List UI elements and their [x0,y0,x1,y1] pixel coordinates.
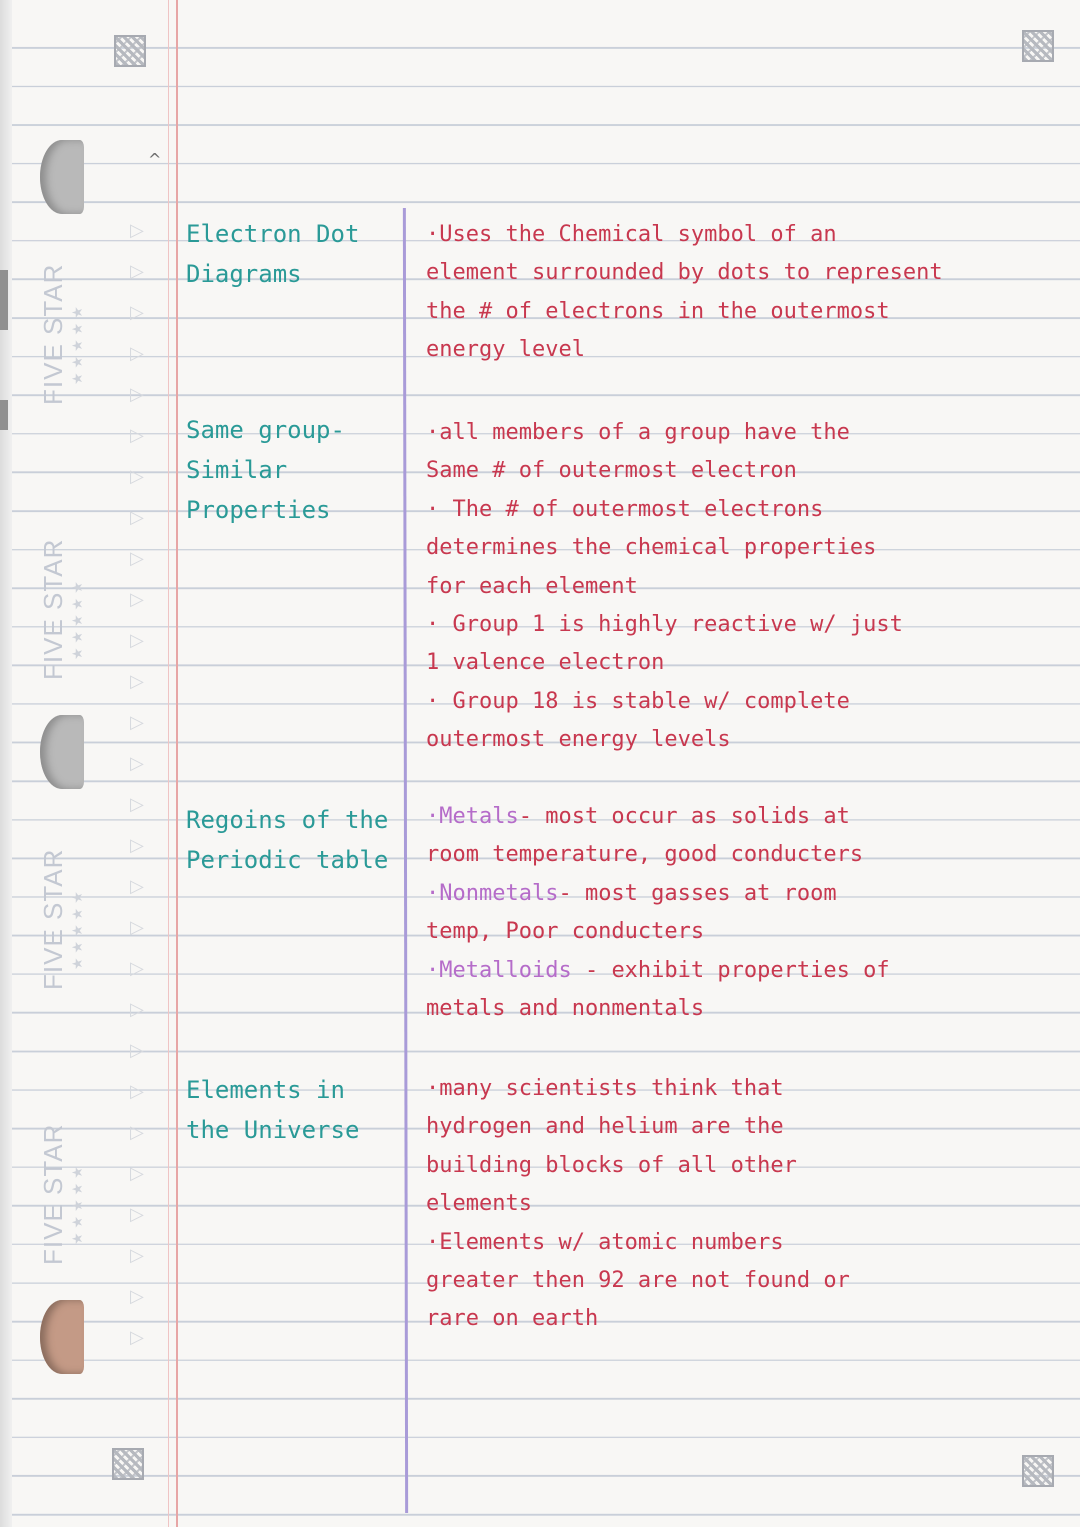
brand-watermark [38,820,86,990]
notes-same-group [426,414,966,760]
note-text: metals and nonmentals [426,996,705,1022]
note-line: for each element [426,573,638,599]
note-text: - exhibit properties of [571,957,890,983]
brand-text: FIVE STAR [38,848,68,990]
note-line: ·all members of a group have the [426,420,850,445]
term-regions-periodic-table: Regoins of the Periodic table [186,806,389,874]
note-line: elements [426,1191,532,1217]
brand-watermark [38,510,86,680]
note-line [426,875,966,913]
margin-line [168,0,169,1527]
spine-mark [0,270,8,330]
keyword-metalloids: ·Metalloids [426,957,572,983]
note-line: outermost energy levels [426,727,731,753]
note-line: ·Uses the Chemical symbol of an [426,222,837,247]
binder-hole [40,140,84,214]
note-line [426,990,966,1028]
binder-hole [40,715,84,789]
term-elements-universe: Elements in the Universe [186,1076,360,1144]
notes-regions-periodic-table [426,798,966,1028]
note-line: · Group 18 is stable w/ complete [426,688,850,714]
brand-watermark [38,1095,86,1265]
note-line [426,952,966,990]
qr-code-icon [1022,30,1054,62]
qr-code-icon [112,1448,144,1480]
brand-watermark [38,235,86,405]
keyword-nonmetals: ·Nonmetals [426,880,559,906]
note-line: determines the chemical properties [426,535,877,561]
corner-mark: ^ [148,150,162,169]
note-line: ·Elements w/ atomic numbers [426,1229,784,1255]
note-line: element surrounded by dots to represent [426,260,943,286]
note-line: · The # of outermost electrons [426,496,824,522]
margin-line [176,0,178,1527]
term-same-group: Same group- Similar Properties [186,416,345,524]
note-text: - most occur as solids at [518,804,850,829]
brand-text: FIVE STAR [38,538,68,680]
qr-code-icon [1022,1455,1054,1487]
term-electron-dot-diagrams: Electron Dot Diagrams [186,220,360,288]
note-line: energy level [426,337,585,363]
note-line: ·many scientists think that [426,1076,784,1101]
notes-electron-dot-diagrams [426,216,966,370]
note-line [426,836,966,874]
note-line: Same # of outermost electron [426,458,797,484]
note-text: temp, Poor conducters [426,919,705,945]
note-text: room temperature, good conducters [426,842,864,868]
notebook-spine [0,0,12,1527]
note-text: - most gasses at room [558,880,837,906]
brand-text: FIVE STAR [38,1123,68,1265]
brand-stars: ★★★★★ [69,887,85,970]
spine-mark [0,400,8,430]
note-line: rare on earth [426,1306,599,1332]
note-line: 1 valence electron [426,650,665,676]
keyword-metals: ·Metals [426,804,519,829]
note-line: greater then 92 are not found or [426,1268,850,1294]
note-line: the # of electrons in the outermost [426,298,890,324]
note-line: building blocks of all other [426,1152,797,1178]
notes-elements-universe [426,1070,966,1339]
brand-stars: ★★★★★ [69,302,85,385]
note-line: · Group 1 is highly reactive w/ just [426,612,903,638]
brand-stars: ★★★★★ [69,1162,85,1245]
note-line [426,913,966,951]
qr-code-icon [114,35,146,67]
brand-stars: ★★★★★ [69,577,85,660]
brand-text: FIVE STAR [38,263,68,405]
note-line [426,798,966,836]
binder-hole [40,1300,84,1374]
note-line: hydrogen and helium are the [426,1114,784,1140]
margin-triangles: ▷ ▷ ▷ ▷ ▷ ▷ ▷ ▷ ▷ ▷ ▷ ▷ ▷ ▷ ▷ ▷ ▷ ▷ ▷ ▷ ▷ ▷ ▷ ▷ ▷ ▷ ▷ ▷ [130,220,144,1348]
